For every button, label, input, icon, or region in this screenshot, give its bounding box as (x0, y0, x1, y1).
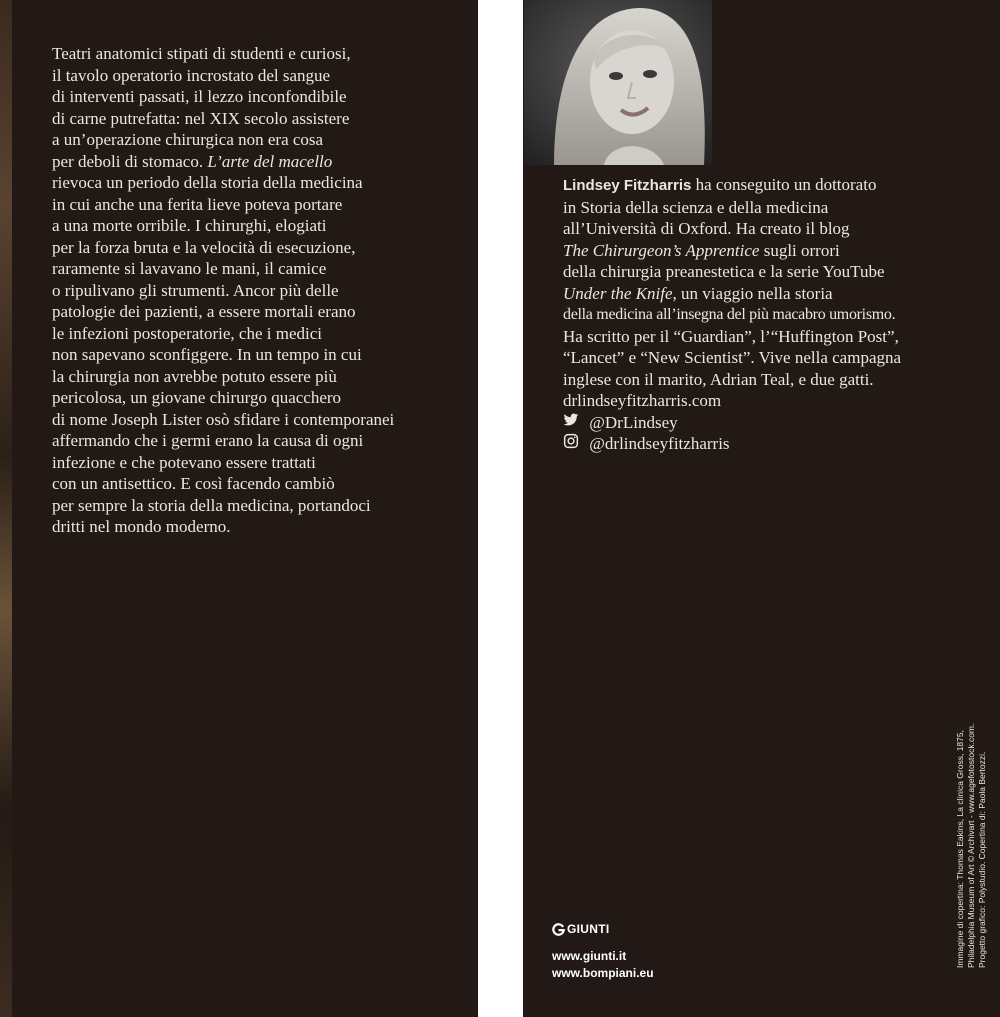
blurb-text: per deboli di stomaco. (52, 151, 204, 171)
bio-line (563, 174, 973, 197)
publisher-url[interactable]: www.giunti.it (552, 949, 627, 963)
blurb-line: la chirurgia non avrebbe potuto essere più (52, 366, 337, 386)
instagram-handle[interactable] (563, 433, 973, 455)
blurb-line: infezione e che potevano essere trattati (52, 452, 316, 472)
bio-line: “Lancet” e “New Scientist”. Vive nella campagna (563, 348, 902, 367)
book-blurb (52, 43, 442, 538)
blurb-line: a una morte orribile. I chirurghi, elogiati (52, 216, 327, 235)
bio-line: della medicina all’insegna del più macabro umorismo. (563, 306, 896, 323)
instagram-icon (563, 433, 579, 449)
bio-line (563, 283, 973, 305)
blurb-line: di interventi passati, il lezzo inconfondibile (52, 87, 347, 106)
blurb-line: pericolosa, un giovane chirurgo quacchero (52, 388, 342, 407)
blurb-line: rievoca un periodo della storia della medicina (52, 173, 363, 192)
blurb-line (52, 151, 442, 173)
blurb-line: Teatri anatomici stipati di studenti e curiosi, (52, 44, 351, 63)
publisher-block (552, 922, 654, 982)
bio-line: inglese con il marito, Adrian Teal, e due gatti. (563, 369, 874, 389)
blurb-line: in cui anche una ferita lieve poteva portare (52, 194, 343, 214)
author-name: Lindsey Fitzharris (563, 177, 692, 194)
instagram-handle-text: @drlindseyfitzharris (589, 434, 730, 453)
blog-title: The Chirurgeon’s Apprentice (563, 240, 760, 260)
author-bio (563, 174, 973, 455)
bio-line: della chirurgia preanestetica e la serie YouTube (563, 262, 885, 281)
twitter-handle-text: @DrLindsey (589, 412, 678, 432)
bio-line: in Storia della scienza e della medicina (563, 197, 829, 217)
publisher-urls (552, 948, 654, 982)
giunti-logo-icon (552, 923, 565, 936)
blurb-line: con un antisettico. E così facendo cambiò (52, 474, 335, 493)
publisher-logo (552, 922, 654, 936)
blurb-line: per la forza bruta e la velocità di esecuzione, (52, 237, 356, 257)
author-portrait (524, 0, 712, 165)
blurb-line: di nome Joseph Lister osò sfidare i contemporanei (52, 409, 395, 429)
page-gutter (478, 0, 523, 1017)
cover-art-edge (0, 0, 12, 1017)
blurb-line: raramente si lavavano le mani, il camice (52, 259, 327, 278)
blurb-line: le infezioni postoperatorie, che i medici (52, 323, 323, 343)
author-photo (524, 0, 712, 165)
website-link[interactable]: drlindseyfitzharris.com (563, 391, 722, 410)
blurb-line: o ripulivano gli strumenti. Ancor più delle (52, 280, 339, 300)
bio-text: ha conseguito un dottorato (691, 175, 877, 194)
blurb-line: non sapevano sconfiggere. In un tempo in cui (52, 345, 362, 364)
credit-line: Philadelphia Museum of Art © Archivart - www.agefotostock.com. (966, 723, 976, 968)
blurb-line: dritti nel mondo moderno. (52, 517, 231, 536)
bio-text: sugli orrori (759, 240, 840, 260)
credit-line: Immagine di copertina: Thomas Eakins, La clinica Gross, 1875, (955, 730, 965, 968)
credit-line: Progetto grafico: Polystudio. Copertina di: Paola Bertozzi. (977, 751, 987, 968)
series-title: Under the Knife (563, 283, 673, 303)
twitter-handle[interactable] (563, 412, 973, 434)
bio-line (563, 240, 973, 262)
blurb-line: a un’operazione chirurgica non era cosa (52, 130, 324, 149)
twitter-bird-icon (563, 412, 579, 428)
blurb-line: di carne putrefatta: nel XIX secolo assistere (52, 108, 350, 128)
bio-line: all’Università di Oxford. Ha creato il blog (563, 219, 850, 238)
blurb-line: il tavolo operatorio incrostato del sangue (52, 65, 331, 85)
cover-credits (955, 723, 988, 968)
bio-line: Ha scritto per il “Guardian”, l’“Huffington Post”, (563, 326, 899, 346)
blurb-line: per sempre la storia della medicina, portandoci (52, 495, 371, 515)
publisher-url[interactable]: www.bompiani.eu (552, 966, 654, 980)
bio-text: , un viaggio nella storia (672, 283, 833, 303)
blurb-line: patologie dei pazienti, a essere mortali erano (52, 302, 356, 321)
publisher-logo-text: GIUNTI (567, 922, 610, 936)
book-title: L’arte del macello (207, 151, 333, 171)
blurb-line: affermando che i germi erano la causa di ogni (52, 431, 364, 450)
